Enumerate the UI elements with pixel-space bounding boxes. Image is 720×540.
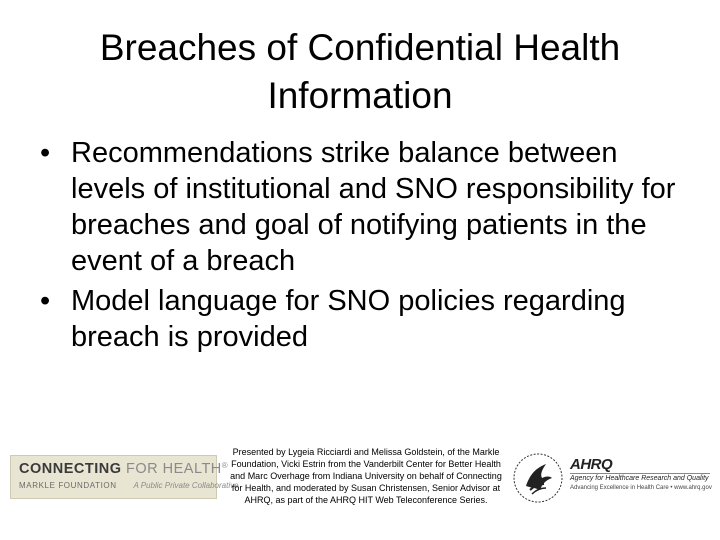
cfh-logo-subline [19, 481, 239, 490]
presenter-credits: Presented by Lygeia Ricciardi and Melissa Goldstein, of the Markle Foundation, Vicki Estrin from the Vanderbilt Center for Better Health and Marc Overhage from Indiana University on behalf of Connecting for Health, and moderated by Susan Christensen, Senior Advisor at AHRQ, as part of the AHRQ HIT Web Teleconference Series. [230, 447, 502, 505]
slide-title-line-1: Breaches of Confidential Health [99, 27, 621, 68]
cfh-logo-light: FOR HEALTH [126, 461, 222, 477]
hhs-eagle-icon [512, 452, 564, 504]
cfh-logo-markle: MARKLE FOUNDATION [19, 481, 117, 490]
connecting-for-health-logo [10, 455, 239, 499]
bullet-item [40, 135, 690, 279]
ahrq-logo [570, 456, 715, 500]
bullet-list [40, 135, 690, 359]
bullet-item [40, 283, 690, 355]
ahrq-logo-tagline: Agency for Healthcare Research and Quality [570, 475, 709, 482]
ahrq-logo-name: AHRQ [570, 456, 613, 473]
bullet-icon: • [40, 285, 51, 317]
bullet-text: Recommendations strike balance between levels of institutional and SNO responsibility for breaches and goal of notifying patients in the event of a breach [71, 137, 676, 277]
bullet-icon: • [40, 137, 51, 169]
cfh-logo-tm: ® [221, 461, 229, 470]
slide-title-line-2: Information [267, 75, 453, 116]
cfh-logo-bold: CONNECTING [19, 461, 122, 477]
cfh-logo-tagline: A Public Private Collaborative [133, 481, 239, 490]
ahrq-logo-subline: Advancing Excellence in Health Care • www.ahrq.gov [570, 485, 712, 491]
slide-title [40, 24, 680, 120]
bullet-text: Model language for SNO policies regarding breach is provided [71, 285, 626, 353]
cfh-logo-wordmark [19, 461, 228, 477]
ahrq-logo-divider [570, 473, 710, 474]
